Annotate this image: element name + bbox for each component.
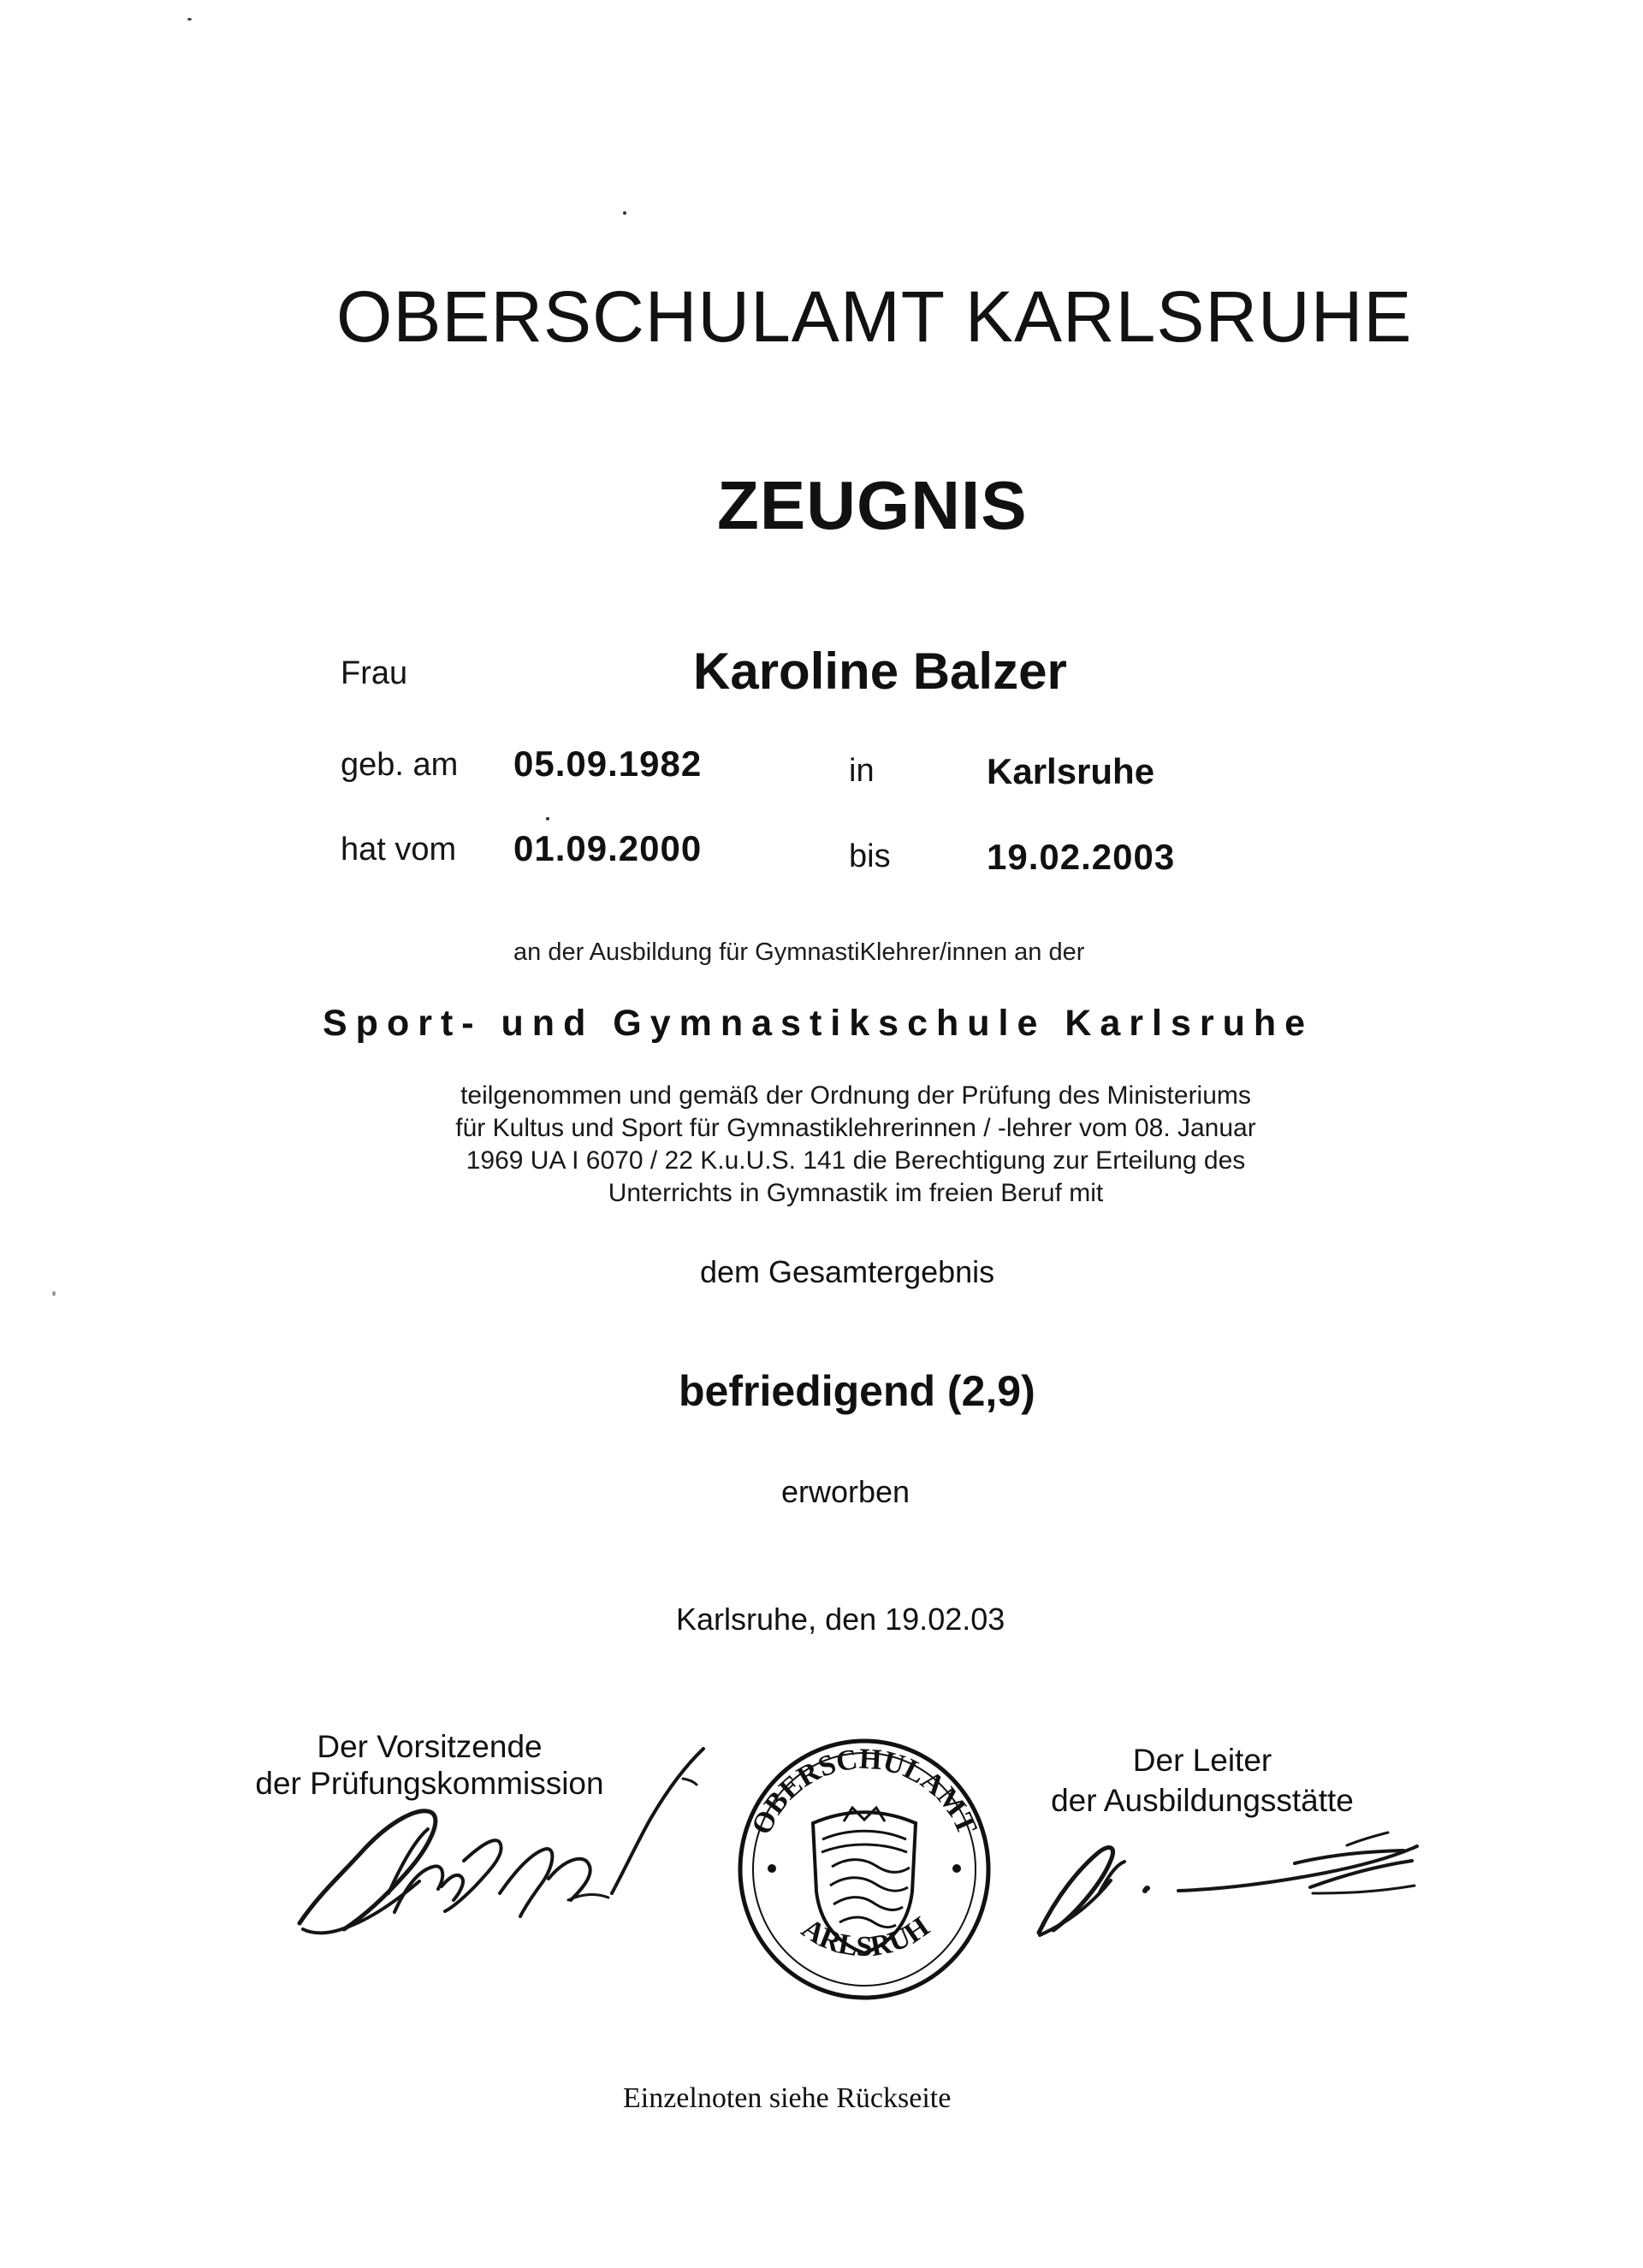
acquired-text: erworben xyxy=(781,1474,910,1509)
overall-result-label: dem Gesamtergebnis xyxy=(700,1254,995,1289)
seal-top-text: OBERSCHULAMT xyxy=(745,1743,983,1840)
paragraph-line: teilgenommen und gemäß der Ordnung der Prüfung des Ministeriums xyxy=(460,1081,1251,1110)
salutation: Frau xyxy=(341,655,408,691)
official-seal xyxy=(719,1715,1010,2023)
period-to-label: bis xyxy=(849,838,891,874)
place-and-date: Karlsruhe, den 19.02.03 xyxy=(676,1602,1005,1637)
overall-grade: befriedigend (2,9) xyxy=(679,1367,1035,1415)
chair-title-line: Der Vorsitzende xyxy=(317,1729,543,1764)
document-title: ZEUGNIS xyxy=(717,467,1028,543)
person-name: Karoline Balzer xyxy=(693,643,1067,700)
course-intro: an der Ausbildung für GymnastiKlehrer/innen an der xyxy=(513,939,1085,966)
seal-bottom-text: ARLSRUH xyxy=(796,1910,935,1963)
scan-speck xyxy=(546,817,549,820)
qualification-paragraph xyxy=(436,1080,1275,1210)
footer-note: Einzelnoten siehe Rückseite xyxy=(623,2082,952,2114)
paragraph-line: Unterrichts in Gymnastik im freien Beruf mit xyxy=(608,1179,1104,1207)
coat-of-arms-icon xyxy=(719,1715,1010,2023)
director-title-line: der Ausbildungsstätte xyxy=(1051,1783,1354,1818)
paragraph-line: 1969 UA I 6070 / 22 K.u.U.S. 141 die Berechtigung zur Erteilung des xyxy=(466,1146,1246,1175)
scan-speck xyxy=(187,18,192,21)
period-to-date: 19.02.2003 xyxy=(987,837,1176,877)
chair-title-line: der Prüfungskommission xyxy=(255,1766,604,1801)
school-name: Sport- und Gymnastikschule Karlsruhe xyxy=(323,1003,1314,1044)
birth-date: 05.09.1982 xyxy=(513,743,703,784)
director-title-line: Der Leiter xyxy=(1132,1743,1272,1778)
birth-place: Karlsruhe xyxy=(987,751,1155,791)
issuing-authority: OBERSCHULAMT KARLSRUHE xyxy=(336,276,1413,357)
birth-date-label: geb. am xyxy=(341,747,459,783)
chair-signature xyxy=(282,1741,727,2032)
period-from-date: 01.09.2000 xyxy=(513,828,703,868)
scan-speck xyxy=(623,211,626,215)
birth-place-label: in xyxy=(849,753,875,789)
paragraph-line: für Kultus und Sport für Gymnastiklehrerinnen / -lehrer vom 08. Januar xyxy=(455,1114,1256,1142)
scan-speck xyxy=(52,1291,56,1296)
period-from-label: hat vom xyxy=(341,832,457,868)
director-signature xyxy=(1010,1788,1438,1985)
